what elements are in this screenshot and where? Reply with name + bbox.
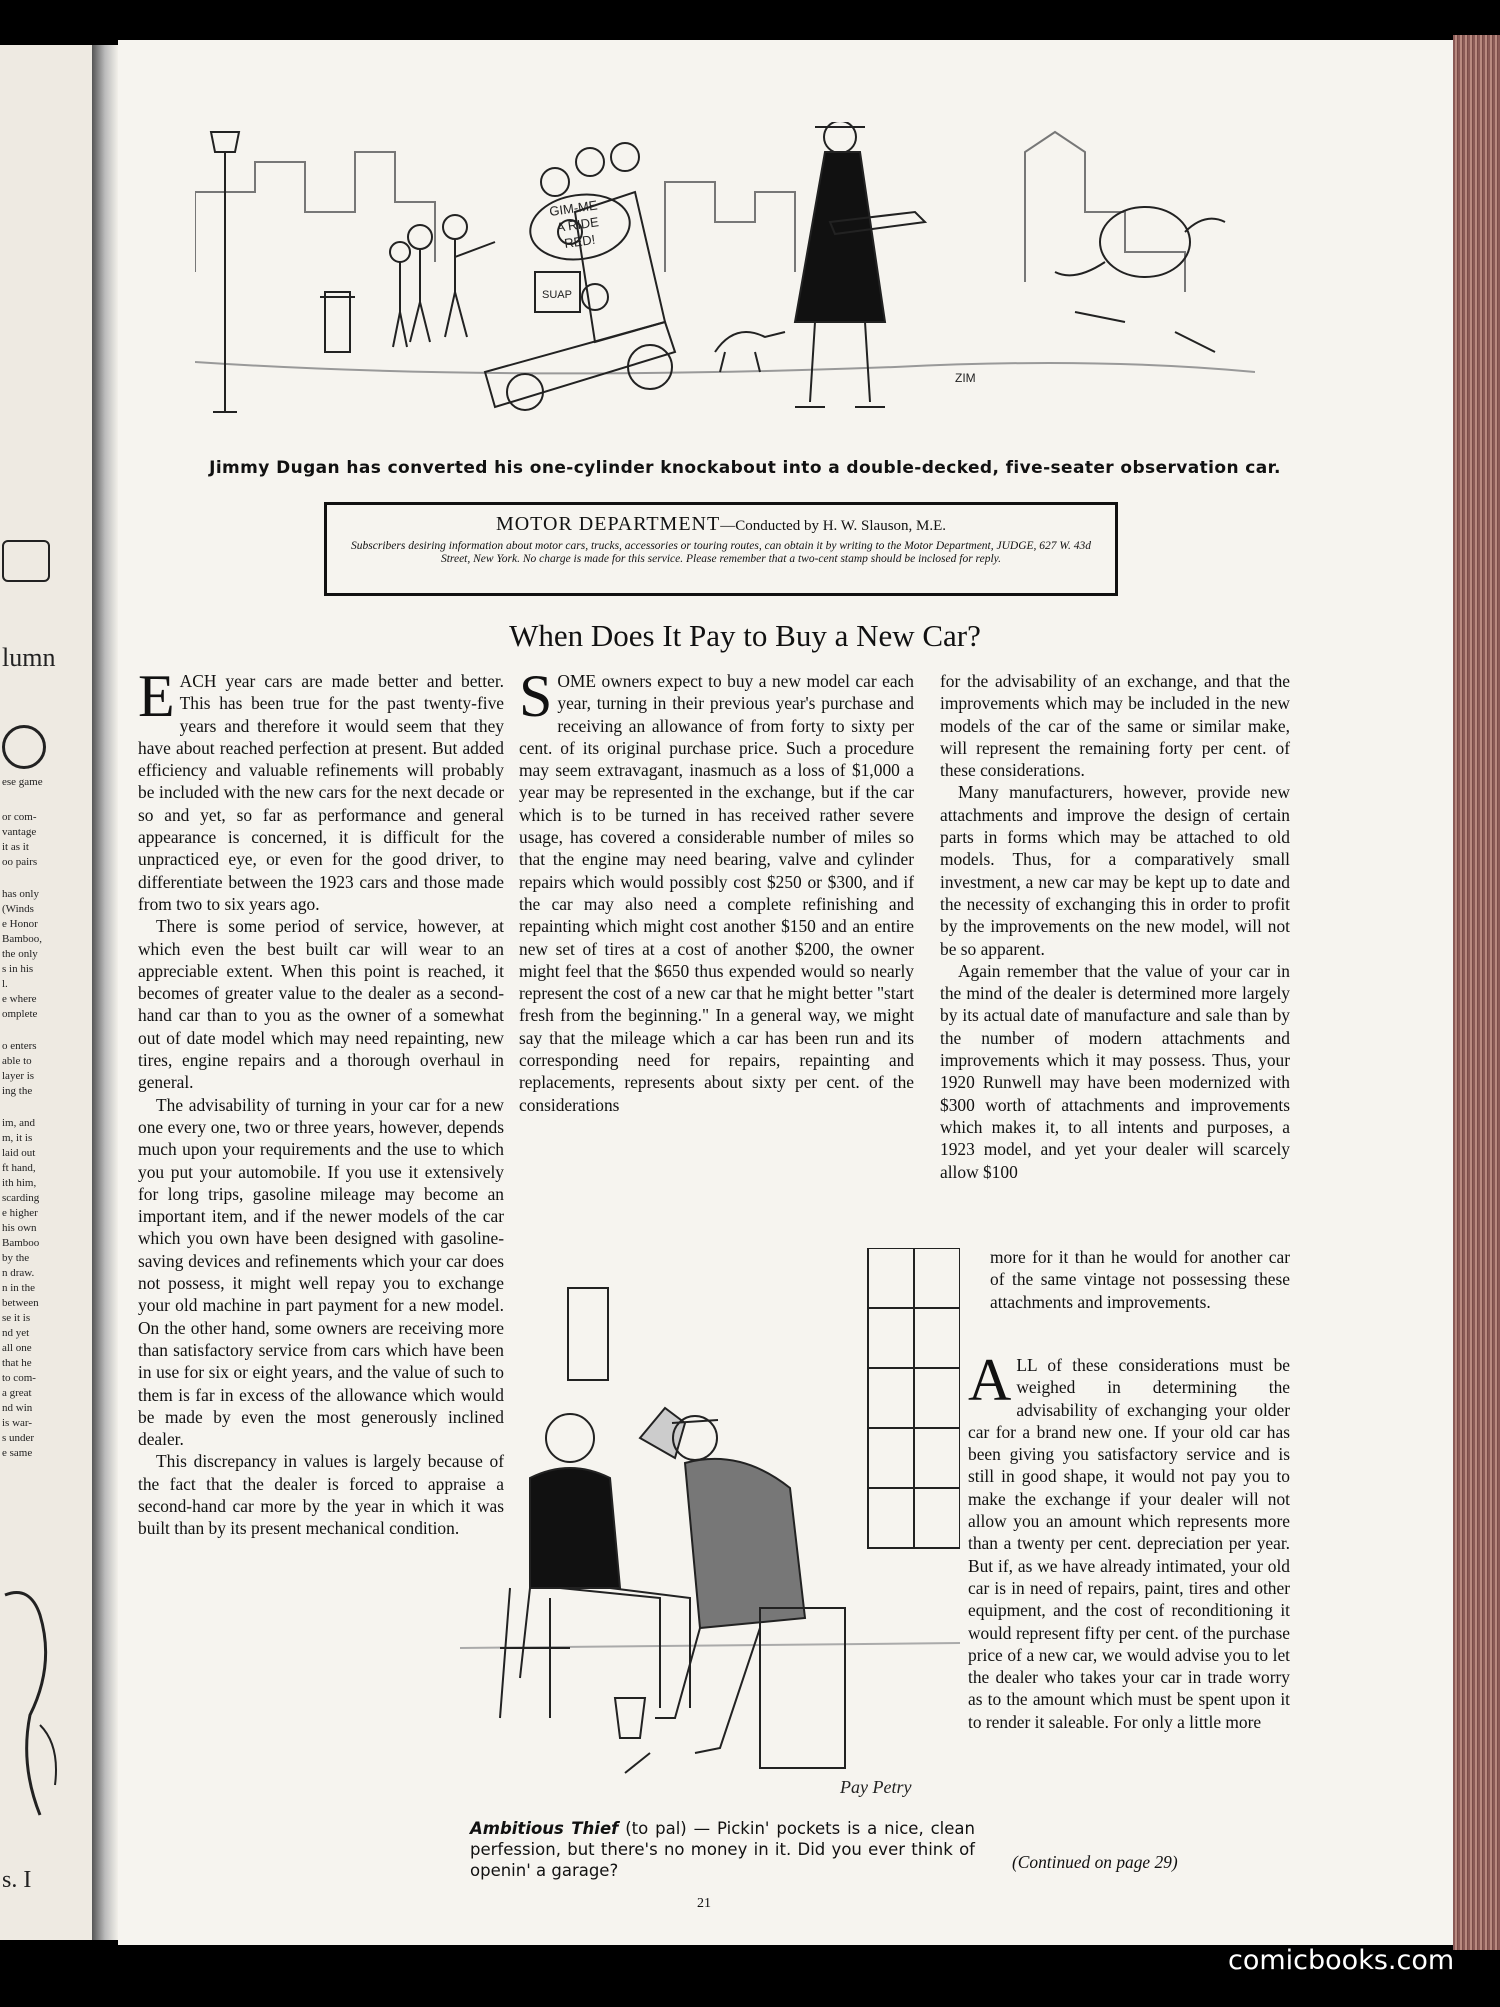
left-fragment: e where bbox=[2, 993, 37, 1005]
left-fragment: (Winds bbox=[2, 903, 34, 915]
paragraph: more for it than he would for another car of the same vintage not possessing these attachments and improvements. bbox=[990, 1247, 1290, 1312]
left-fragment: omplete bbox=[2, 1008, 38, 1020]
left-fragment: his own bbox=[2, 1222, 37, 1234]
wheel-icon bbox=[2, 725, 46, 769]
left-fragment: the only bbox=[2, 948, 38, 960]
paragraph: The advisability of turning in your car for a new one every one, two or three years, however, depends much upon your requirements and the use to which you put your automobile. If you use it extensively for long trips, gasoline mileage may become an important item, and if the newer models of the car which you own have been designed with gasoline-saving devices and refinements which your car does not possess, it might well repay you to exchange your old machine in part payment for a new model. On the other hand, some owners are receiving more than satisfactory service from cars which have been in use for six or eight years, and the value of such to them is far in excess of the allowance which would be made by even the most generously inclined dealer. bbox=[138, 1094, 504, 1450]
paragraph-text: LL of these considerations must be weighed in determining the advisability of exchanging your older car for a brand new one. If your old car has been giving you satisfactory service and is still in good shape, it would not pay you to make the exchange if your dealer will not allow you an amount which represents more than a twenty per cent. depreciation per year. But if, as we have already intimated, your old car is in need of repairs, paint, tires and other equipment, and the cost of reconditioning it would represent fifty per cent. of the purchase price of a new car, we would advise you to let the dealer who takes your car in trade worry as to the amount which must be spent upon it to render it saleable. For only a little more bbox=[968, 1355, 1290, 1732]
left-fragment: that he bbox=[2, 1357, 32, 1369]
left-fragment: im, and bbox=[2, 1117, 35, 1129]
left-fragment: ft hand, bbox=[2, 1162, 36, 1174]
artist-signature: ZIM bbox=[955, 371, 976, 385]
left-fragment: s in his bbox=[2, 963, 34, 975]
left-fragment: se it is bbox=[2, 1312, 31, 1324]
drop-cap: E bbox=[138, 663, 175, 729]
paragraph-text: ACH year cars are made better and better. This has been true for the past twenty-five years and therefore it would seem that they have about reached perfection at present. But added efficiency and valuable refinements will probably be included with the new cars for the next decade or so and yet, so far as performance and general appearance is concerned, it is difficult for the unpracticed eye, or even for the good driver, to differentiate between the 1923 cars and those made from two to six years ago. bbox=[138, 671, 504, 914]
caption-text: (to pal) — Pickin' pockets is a nice, clean perfession, but there's no money in it. Did you ever think of openin' a garage? bbox=[470, 1819, 975, 1880]
paragraph bbox=[138, 663, 504, 915]
speech-bubble-line: RED! bbox=[563, 231, 597, 251]
caption-speaker: Ambitious Thief bbox=[470, 1819, 619, 1838]
drop-cap: S bbox=[519, 663, 553, 729]
left-fragment: lumn bbox=[2, 643, 56, 672]
left-fragment: e same bbox=[2, 1447, 33, 1459]
left-fragment: n in the bbox=[2, 1282, 35, 1294]
thief-cartoon-illustration bbox=[460, 1248, 960, 1813]
article-column-3-final bbox=[968, 1347, 1290, 1733]
left-fragment: m, it is bbox=[2, 1132, 33, 1144]
left-fragment: laid out bbox=[2, 1147, 36, 1159]
article-column-1 bbox=[138, 663, 504, 1540]
article-column-2 bbox=[519, 663, 914, 1116]
left-fragment bbox=[2, 540, 50, 582]
paragraph: There is some period of service, however, at which even the best built car will wear to an appreciable extent. When this point is reached, it becomes of greater value to the dealer as a second-hand car than to you as the owner of a somewhat out of date model which may need repainting, new tires, engine repairs and a thorough overhaul in general. bbox=[138, 916, 504, 1093]
department-title bbox=[327, 513, 1115, 536]
left-fragment: or com- bbox=[2, 811, 37, 823]
left-fragment: oo pairs bbox=[2, 856, 38, 868]
speech-bubble-line: A RIDE bbox=[555, 214, 600, 235]
page-edges bbox=[1453, 35, 1500, 1950]
left-fragment: Bamboo, bbox=[2, 933, 43, 945]
left-fragment: all one bbox=[2, 1342, 32, 1354]
left-page-figure bbox=[0, 1575, 92, 1835]
dice-icon bbox=[2, 540, 50, 582]
motor-department-box bbox=[324, 502, 1118, 596]
left-fragment: vantage bbox=[2, 826, 37, 838]
left-fragment: to com- bbox=[2, 1372, 36, 1384]
department-byline: —Conducted by H. W. Slauson, M.E. bbox=[720, 518, 947, 534]
paragraph: Many manufacturers, however, provide new attachments and improve the design of certain parts in forms which may be attached to old models. Thus, for a comparatively small investment, a new car may be kept up to date and the necessity of exchanging this in order to profit by the improvements on the new model, will not be so apparent. bbox=[940, 782, 1290, 959]
top-cartoon-caption: Jimmy Dugan has converted his one-cylinder knockabout into a double-decked, five-seater observation car. bbox=[209, 458, 1281, 478]
watermark: comicbooks.com bbox=[1228, 1945, 1455, 1976]
thief-cartoon-caption bbox=[470, 1818, 975, 1881]
left-fragment: it as it bbox=[2, 841, 29, 853]
left-fragment: ith him, bbox=[2, 1177, 37, 1189]
left-fragment: nd win bbox=[2, 1402, 33, 1414]
article-headline: When Does It Pay to Buy a New Car? bbox=[509, 618, 981, 653]
left-fragment bbox=[2, 725, 46, 774]
article-column-3-continued bbox=[990, 1246, 1290, 1313]
paragraph bbox=[519, 663, 914, 1116]
left-fragment: a great bbox=[2, 1387, 32, 1399]
left-fragment: is war- bbox=[2, 1417, 33, 1429]
left-fragment: between bbox=[2, 1297, 39, 1309]
left-fragment: able to bbox=[2, 1055, 32, 1067]
left-fragment: s. I bbox=[2, 1867, 32, 1893]
left-fragment: layer is bbox=[2, 1070, 35, 1082]
paragraph: This discrepancy in values is largely because of the fact that the dealer is forced to appraise a second-hand car more by the year in which it was built than by its present mechanical condition. bbox=[138, 1451, 504, 1539]
book-gutter bbox=[92, 45, 118, 1940]
left-fragment: by the bbox=[2, 1252, 30, 1264]
left-fragment: ese game bbox=[2, 776, 43, 788]
left-fragment: n draw. bbox=[2, 1267, 35, 1279]
artist-signature: Pay Petry bbox=[840, 1777, 912, 1797]
left-facing-page bbox=[0, 45, 92, 1940]
paragraph-text: OME owners expect to buy a new model car each year, turning in their previous year's purchase and receiving an allowance of from forty to sixty per cent. of its original purchase price. Such a procedure may seem extravagant, inasmuch as a loss of $1,000 a year may be represented in the exchange, but if the car which is to be turned in has received rather severe usage, has covered a considerable number of miles so that the engine may need bearing, valve and cylinder repairs which would possibly cost $250 or $300, and if the car may also need a complete refinishing and repainting which might cost another $150 and an entire new set of tires at a cost of another $200, the owner might feel that the $650 thus expended would so nearly represent the cost of a new car that he might better "start fresh from the beginning." In a general way, we might say that the mileage which a car has been run and its corresponding need for repairs, repainting and replacements, represents about sixty per cent. of the considerations bbox=[519, 671, 914, 1115]
speech-bubble-line: GIM-ME bbox=[548, 197, 599, 219]
left-fragment: scarding bbox=[2, 1192, 40, 1204]
continued-note: (Continued on page 29) bbox=[1012, 1852, 1178, 1872]
drop-cap: A bbox=[968, 1347, 1012, 1413]
left-fragment: s under bbox=[2, 1432, 35, 1444]
page-number: 21 bbox=[697, 1896, 711, 1911]
department-note: Subscribers desiring information about motor cars, trucks, accessories or touring routes, can obtain it by writing to the Motor Department, JUDGE, 627 W. 43d Street, New York. No charge is made for this service. Please remember that a two-cent stamp should be inclosed for reply. bbox=[351, 540, 1091, 565]
paragraph bbox=[968, 1347, 1290, 1733]
department-name: MOTOR DEPARTMENT bbox=[495, 513, 721, 535]
paragraph: Again remember that the value of your car in the mind of the dealer is determined more largely by its actual date of manufacture and sale than by the number of modern attachments and improvements which it may possess. Thus, your 1920 Runwell may have been modernized with $300 worth of attachments and improvements which makes it, to all intents and purposes, a 1923 model, and yet your dealer will scarcely allow $100 bbox=[940, 960, 1290, 1182]
top-cartoon-illustration bbox=[195, 122, 1255, 442]
crate-label: SUAP bbox=[542, 289, 572, 301]
left-fragment: o enters bbox=[2, 1040, 37, 1052]
left-fragment: nd yet bbox=[2, 1327, 30, 1339]
left-fragment: has only bbox=[2, 888, 39, 900]
left-fragment: e higher bbox=[2, 1207, 38, 1219]
article-column-3 bbox=[940, 670, 1290, 1183]
left-fragment: e Honor bbox=[2, 918, 38, 930]
left-fragment: Bamboo bbox=[2, 1237, 40, 1249]
paragraph: for the advisability of an exchange, and that the improvements which may be included in the new models of the car of the same or similar make, will represent the remaining forty per cent. of these considerations. bbox=[940, 671, 1290, 781]
left-fragment: l. bbox=[2, 978, 8, 990]
left-fragment: ing the bbox=[2, 1085, 33, 1097]
